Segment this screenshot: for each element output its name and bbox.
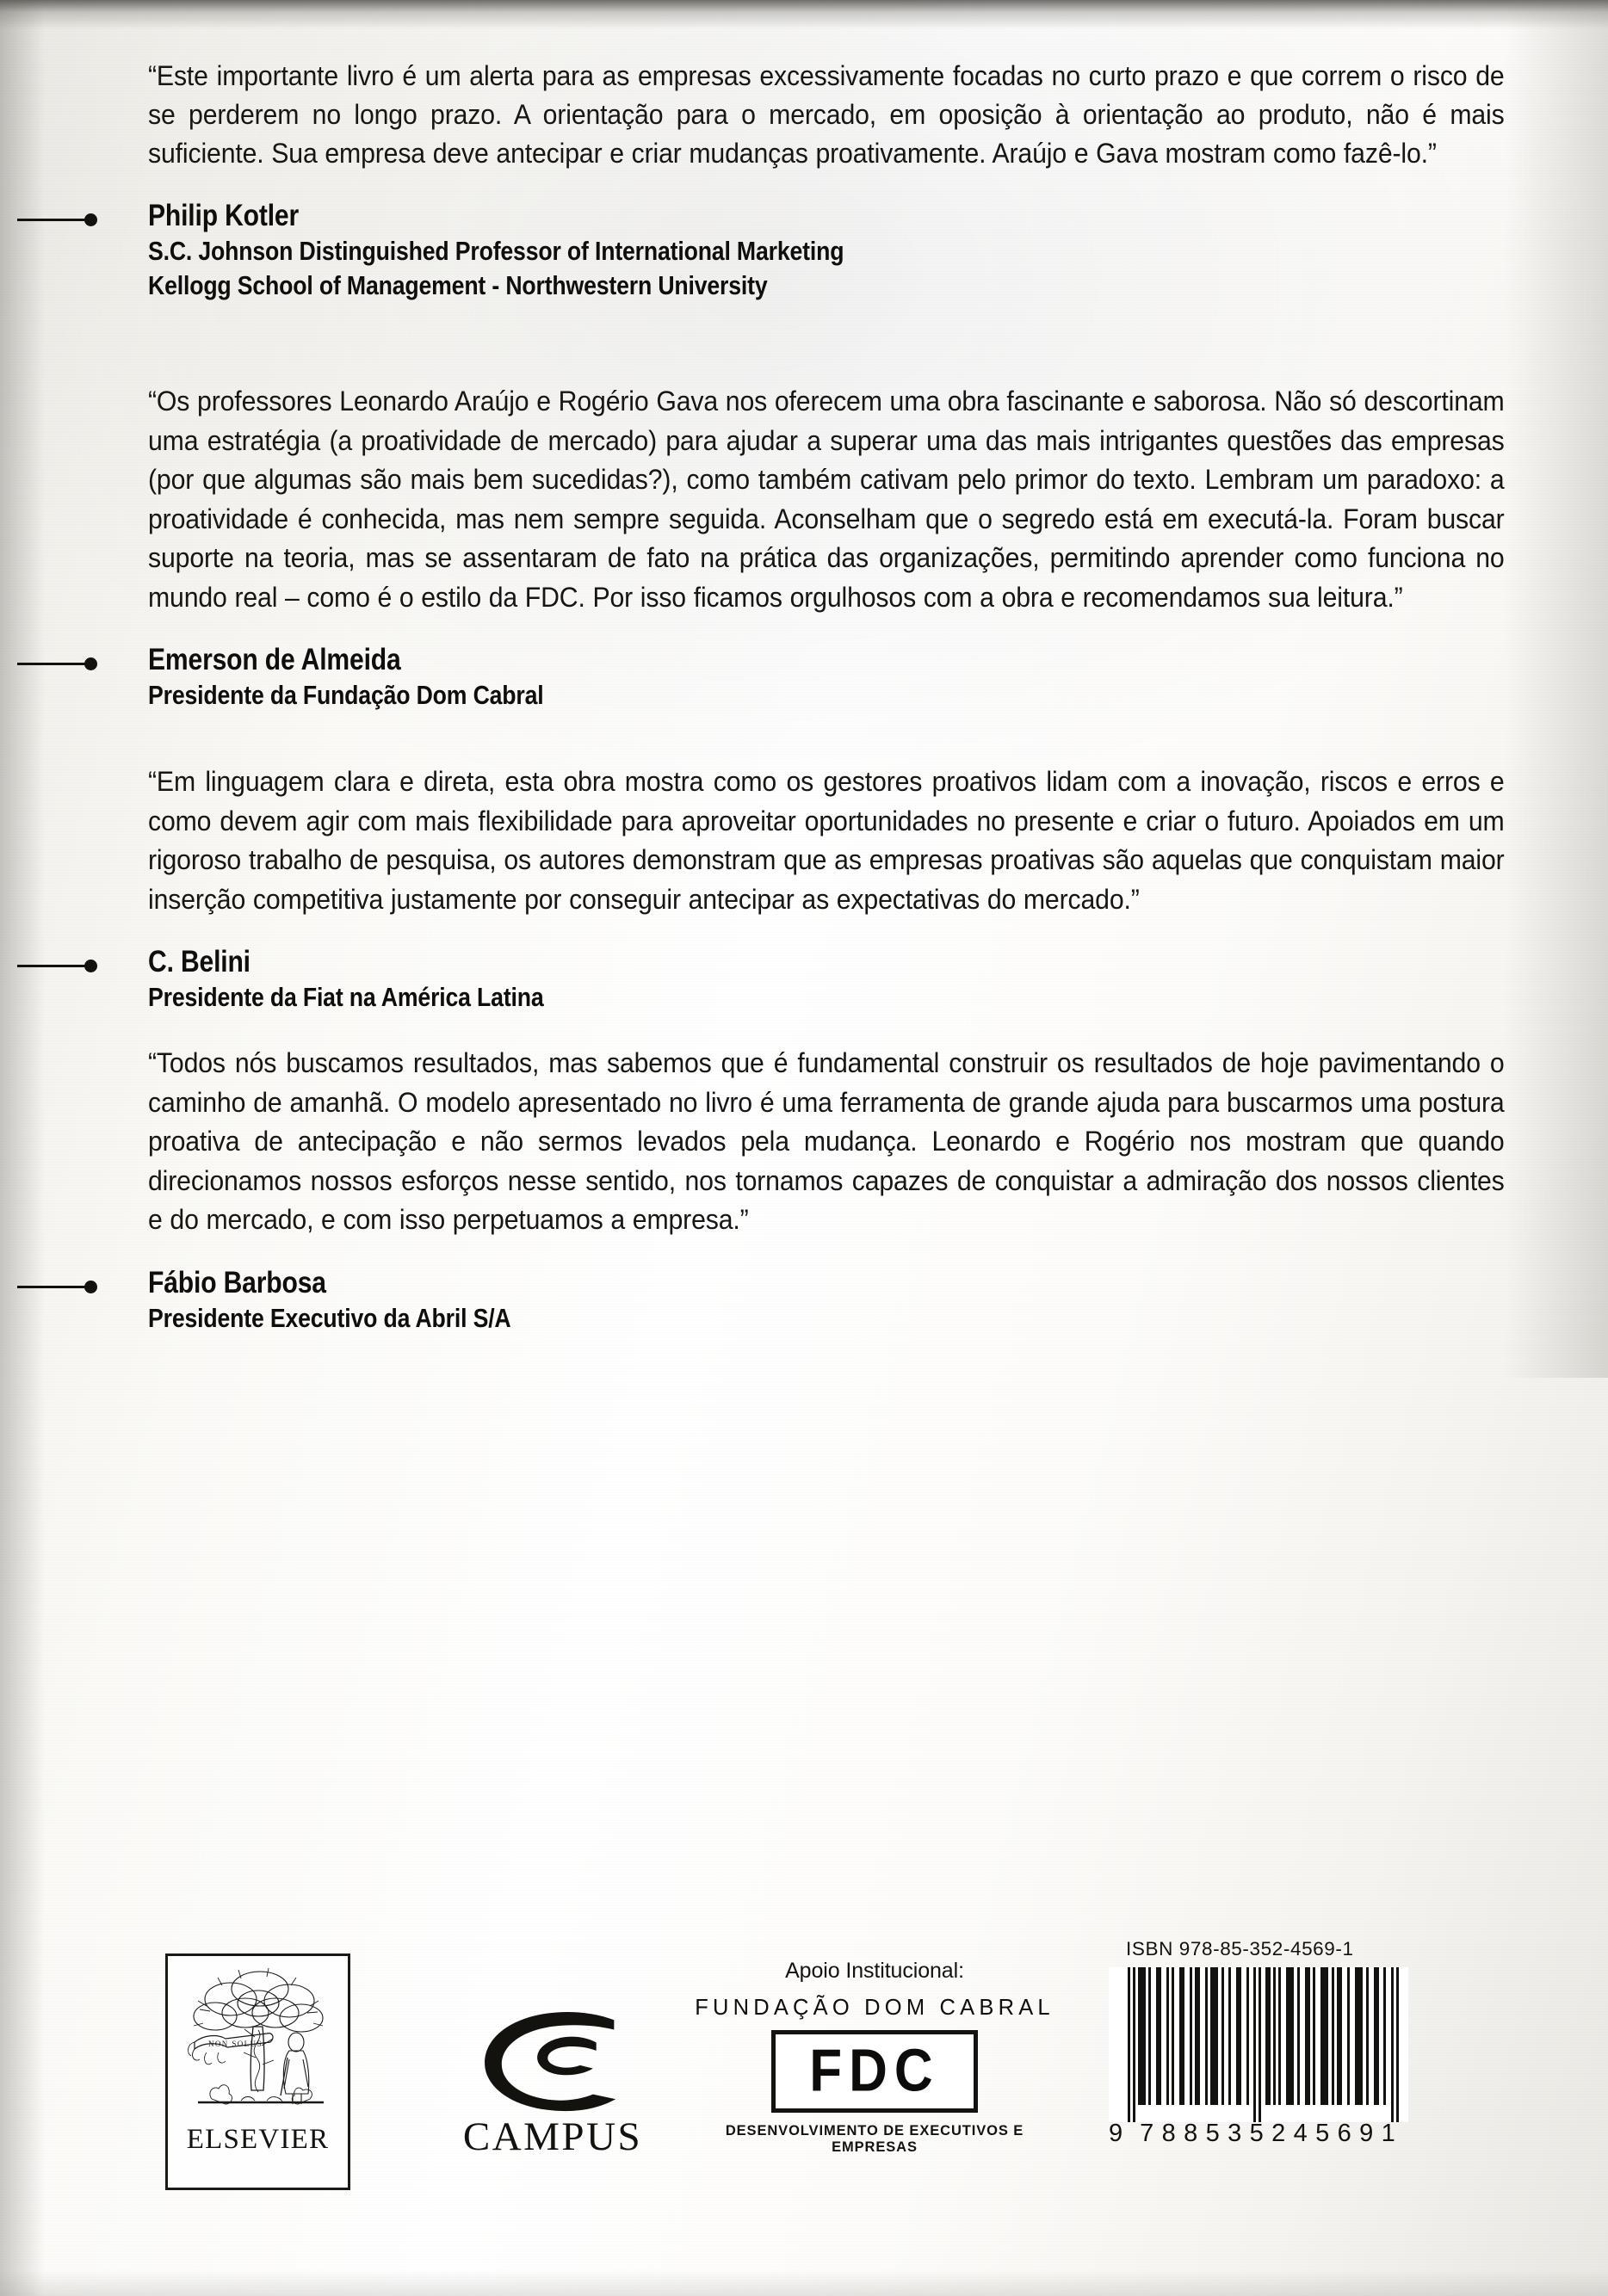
endorser-name: C. Belini <box>148 945 250 978</box>
campus-wordmark: CAMPUS <box>462 2114 643 2159</box>
testimonial-attribution <box>148 641 1505 713</box>
barcode-digits <box>1109 2120 1408 2148</box>
fdc-acronym: FDC <box>809 2037 940 2105</box>
isbn-block <box>1109 1938 1436 2146</box>
fdc-support-block <box>694 1959 1055 2156</box>
testimonial-block <box>148 382 1505 713</box>
section-spacer <box>148 303 1505 382</box>
elsevier-tree-emblem-icon <box>181 1963 336 2123</box>
cover-footer <box>0 1935 1608 2296</box>
testimonial-block <box>148 57 1505 303</box>
testimonial-block <box>148 1044 1505 1336</box>
endorser-role-line-1: Presidente da Fiat na América Latina <box>148 982 544 1012</box>
endorser-role-line-1: Presidente da Fundação Dom Cabral <box>148 680 544 710</box>
endorser-name: Emerson de Almeida <box>148 643 401 676</box>
testimonial-block <box>148 762 1505 1015</box>
bullet-dash <box>17 1286 90 1288</box>
bullet-dash <box>17 965 90 967</box>
bullet-dash-dot-icon <box>17 1281 112 1293</box>
bullet-dash-dot-icon <box>17 213 112 225</box>
ean13-barcode <box>1109 1967 1408 2146</box>
barcode-bars <box>1109 1967 1408 2122</box>
campus-logo <box>424 2010 682 2160</box>
testimonial-quote: “Este importante livro é um alerta para as empresas excessivamente focadas no curto prazo e que correm o risco de se perderem no longo prazo. A orientação para o mercado, em oposição à orientação ao produto, não é mais suficiente. Sua empresa deve antecipar e criar mudanças proativamente. Araújo e Gava mostram como fazê-lo.” <box>148 60 1505 169</box>
endorser-name: Fábio Barbosa <box>148 1265 326 1299</box>
testimonial-attribution <box>148 1264 1505 1336</box>
endorser-role-line-1: Presidente Executivo da Abril S/A <box>148 1302 511 1333</box>
bullet-dash-dot-icon <box>17 657 112 670</box>
isbn-label: ISBN 978-85-352-4569-1 <box>1126 1938 1354 1960</box>
elsevier-logo <box>165 1953 350 2190</box>
endorser-name: Philip Kotler <box>148 199 300 232</box>
testimonial-quote: “Os professores Leonardo Araújo e Rogério Gava nos oferecem uma obra fascinante e saborosa. Não só descortinam uma estratégia (a proatividade de mercado) para ajudar a superar uma das mais intrigantes questões das empresas (por que algumas são mais bem sucedidas?), como também cativam pelo primor do texto. Lembram um paradoxo: a proatividade é conhecida, mas nem sempre seguida. Aconselham que o segredo está em executá-la. Foram buscar suporte na teoria, mas se assentaram de fato na prática das organizações, permitindo aprender como funciona no mundo real – como é o estilo da FDC. Por isso ficamos orgulhosos com a obra e recomendamos sua leitura.” <box>148 386 1505 613</box>
bullet-dot <box>84 1281 97 1293</box>
barcode-lead-digit: 9 <box>1109 2120 1124 2147</box>
fundacao-dom-cabral-name: FUNDAÇÃO DOM CABRAL <box>695 1996 1054 2020</box>
testimonial-attribution <box>148 197 1505 303</box>
fdc-tagline: DESENVOLVIMENTO DE EXECUTIVOS E EMPRESAS <box>725 2123 1024 2155</box>
barcode-right-digits: 2 4 5 6 9 1 <box>1271 2120 1396 2147</box>
barcode-left-digits: 7 8 8 5 3 5 <box>1140 2120 1265 2147</box>
section-spacer <box>148 1015 1505 1044</box>
bullet-dot <box>84 960 97 972</box>
bullet-dot <box>84 213 97 226</box>
elsevier-wordmark: ELSEVIER <box>186 2124 330 2155</box>
bullet-dash <box>17 219 90 221</box>
section-spacer <box>148 713 1505 762</box>
bullet-dot <box>84 657 97 670</box>
elsevier-motto-text: NON SOLUS <box>207 2040 263 2048</box>
bullet-dash-dot-icon <box>17 960 112 972</box>
apoio-institucional-label: Apoio Institucional: <box>785 1959 964 1983</box>
bullet-dash <box>17 663 90 665</box>
fdc-logo-box <box>771 2030 978 2113</box>
endorser-role-line-1: S.C. Johnson Distinguished Professor of International Marketing <box>148 236 844 266</box>
testimonial-quote: “Todos nós buscamos resultados, mas sabemos que é fundamental construir os resultados de hoje pavimentando o caminho de amanhã. O modelo apresentado no livro é uma ferramenta de grande ajuda para buscarmos uma postura proativa de antecipação e não sermos levados pela mudança. Leonardo e Rogério nos mostram que quando direcionamos nossos esforços nesse sentido, nos tornamos capazes de conquistar a admiração dos nossos clientes e do mercado, e com isso perpetuamos a empresa.” <box>148 1047 1505 1235</box>
endorser-role-line-2: Kellogg School of Management - Northwestern University <box>148 270 768 300</box>
campus-swirl-icon <box>471 2010 634 2115</box>
testimonial-attribution <box>148 943 1505 1015</box>
testimonial-quote: “Em linguagem clara e direta, esta obra mostra como os gestores proativos lidam com a inovação, riscos e erros e como devem agir com mais flexibilidade para aproveitar oportunidades no presente e criar o futuro. Apoiados em um rigoroso trabalho de pesquisa, os autores demonstram que as empresas proativas são aquelas que conquistam maior inserção competitiva justamente por conseguir antecipar as expectativas do mercado.” <box>148 766 1505 915</box>
